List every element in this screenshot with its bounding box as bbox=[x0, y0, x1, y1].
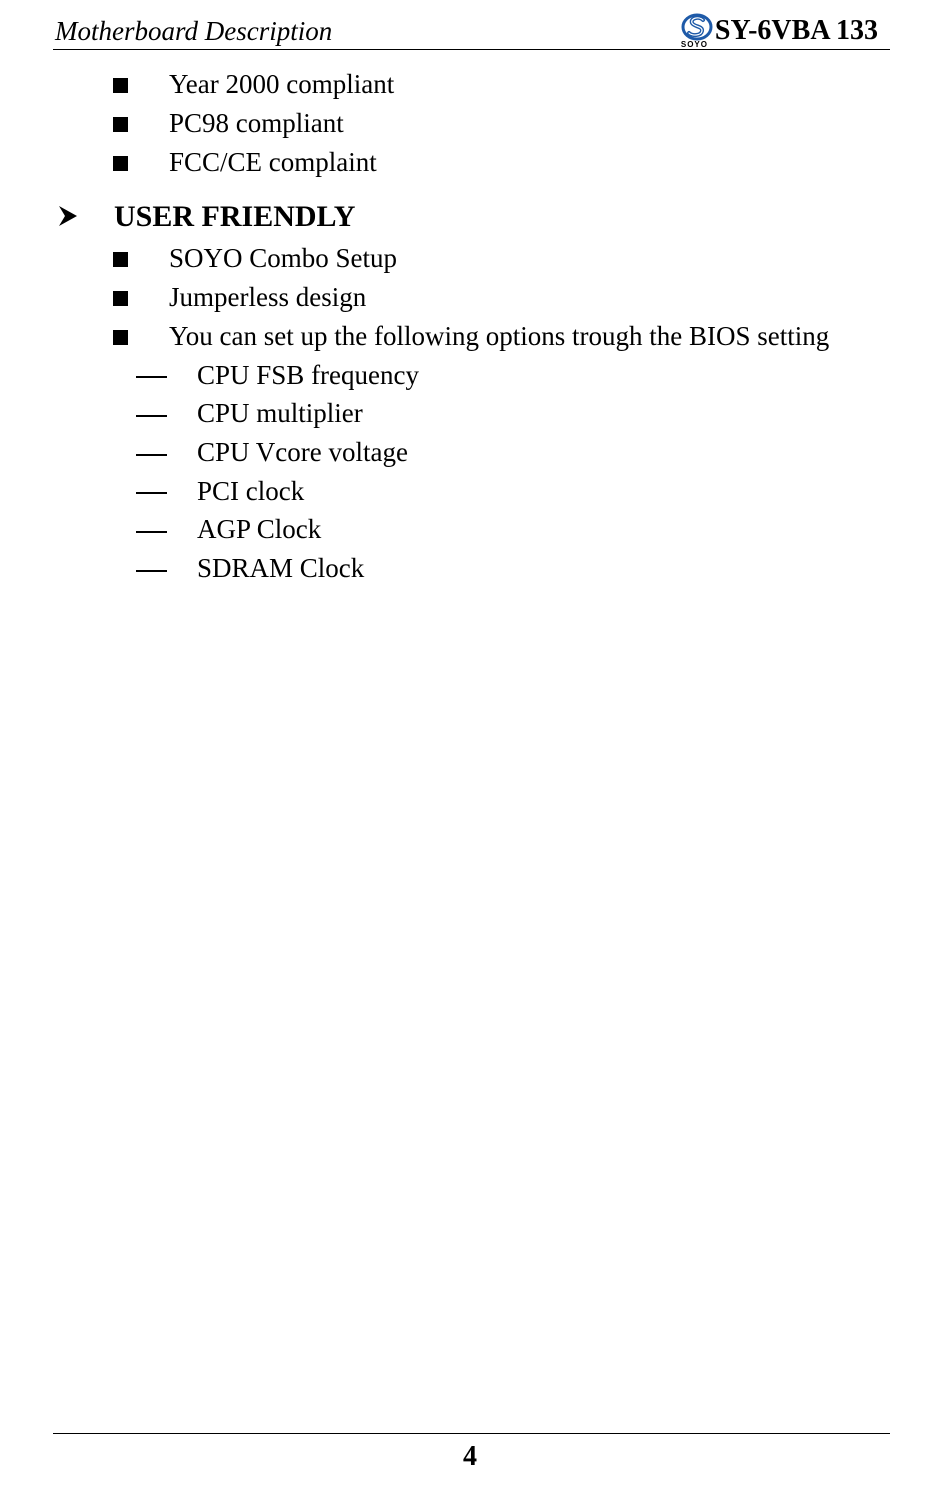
page-number: 4 bbox=[463, 1441, 477, 1472]
square-bullet-icon bbox=[113, 291, 128, 306]
list-item: You can set up the following options trough the BIOS setting bbox=[169, 321, 830, 351]
list-item: Jumperless design bbox=[169, 282, 367, 312]
square-bullet-icon bbox=[113, 117, 128, 132]
list-item: CPU Vcore voltage bbox=[197, 437, 408, 467]
footer-divider bbox=[53, 1433, 890, 1434]
page-header bbox=[53, 12, 890, 50]
soyo-logo-icon bbox=[679, 12, 715, 42]
header-brand bbox=[679, 12, 878, 49]
model-name: SY-6VBA 133 bbox=[714, 15, 878, 46]
dash-bullet-icon bbox=[136, 492, 167, 494]
square-bullet-icon bbox=[113, 78, 128, 93]
soyo-logo bbox=[679, 12, 715, 49]
list-item: CPU FSB frequency bbox=[197, 360, 419, 390]
dash-bullet-icon bbox=[136, 531, 167, 533]
dash-bullet-icon bbox=[136, 415, 167, 417]
dash-bullet-icon bbox=[136, 454, 167, 456]
list-item: SOYO Combo Setup bbox=[169, 243, 398, 273]
dash-bullet-icon bbox=[136, 570, 167, 572]
logo-text: SOYO bbox=[680, 40, 708, 49]
square-bullet-icon bbox=[113, 330, 128, 345]
list-item: PC98 compliant bbox=[169, 108, 344, 138]
list-item: AGP Clock bbox=[197, 514, 322, 544]
square-bullet-icon bbox=[113, 252, 128, 267]
list-item: Year 2000 compliant bbox=[169, 69, 395, 99]
list-item: PCI clock bbox=[197, 476, 305, 506]
list-item: FCC/CE complaint bbox=[169, 147, 377, 177]
list-item: CPU multiplier bbox=[197, 398, 363, 428]
dash-bullet-icon bbox=[136, 376, 167, 378]
square-bullet-icon bbox=[113, 156, 128, 171]
header-section-title: Motherboard Description bbox=[55, 16, 333, 46]
list-item: SDRAM Clock bbox=[197, 553, 365, 583]
arrowhead-bullet-icon bbox=[58, 205, 78, 227]
section-heading: USER FRIENDLY bbox=[114, 200, 356, 233]
